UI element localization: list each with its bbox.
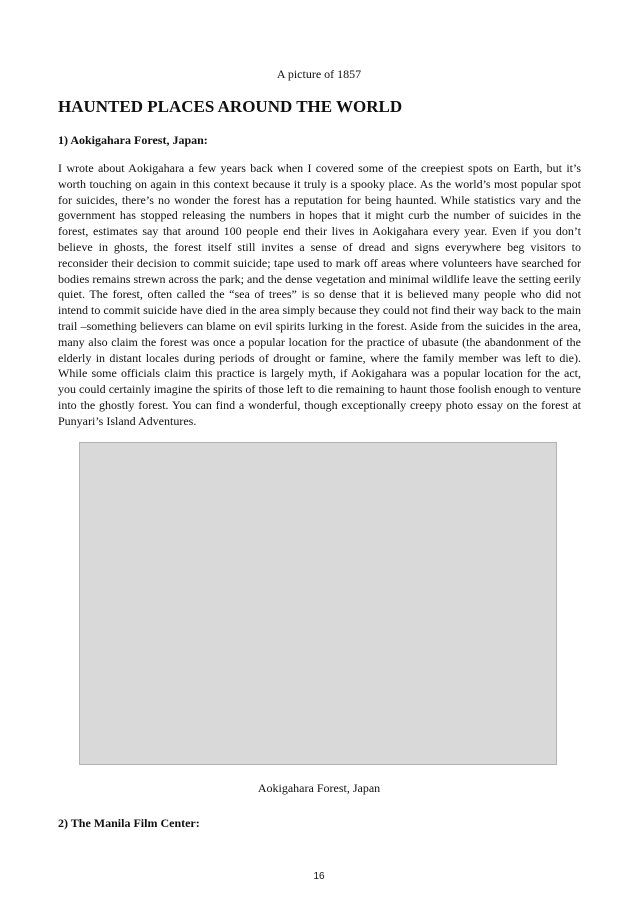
forest-photo [79,442,557,765]
section-heading-manila-film-center: 2) The Manila Film Center: [58,816,200,830]
photo-caption: Aokigahara Forest, Japan [257,781,381,795]
page-title: HAUNTED PLACES AROUND THE WORLD [58,97,403,116]
page-number: 16 [313,871,325,882]
section-body-aokigahara: I wrote about Aokigahara a few years back when I covered some of the creepiest spots on Earth, but it’s worth touching on again in this context because it truly is a spooky place. As the world’s most popular spot for suicides, there’s no wonder the forest has a reputation for being haunted. While statistics vary and the government has stopped releasing the numbers in hopes that it might curb the number of suicides in the forest, estimates say that around 100 people end their lives in Aokigahara every year. Even if you don’t believe in ghosts, the forest itself still invites a sense of dread and signs everywhere beg visitors to reconsider their decision to commit suicide; tape used to mark off areas where volunteers have searched for bodies remains strewn across the park; and the dense vegetation and minimal wildlife leave the setting eerily quiet. The forest, often called the “sea of trees” is so dense that it is believed many people who did not intend to commit suicide have died in the area simply because they could not find their way back to the main trail –something believers can blame on evil spirits lurking in the forest. Aside from the suicides in the area, many also claim the forest was once a popular location for the practice of ubasute (the abandonment of the elderly in distant locales during periods of drought or famine, where the family member was left to die). While some officials claim this practice is largely myth, if Aokigahara was a popular location for the act, you could certainly imagine the spirits of those left to die remaining to haunt those foolish enough to venture into the ghostly forest. You can find a wonderful, though exceptionally creepy photo essay on the forest at Punyari’s Island Adventures. [58,161,581,428]
section-heading-aokigahara: 1) Aokigahara Forest, Japan: [58,133,208,147]
top-caption: A picture of 1857 [276,67,362,81]
